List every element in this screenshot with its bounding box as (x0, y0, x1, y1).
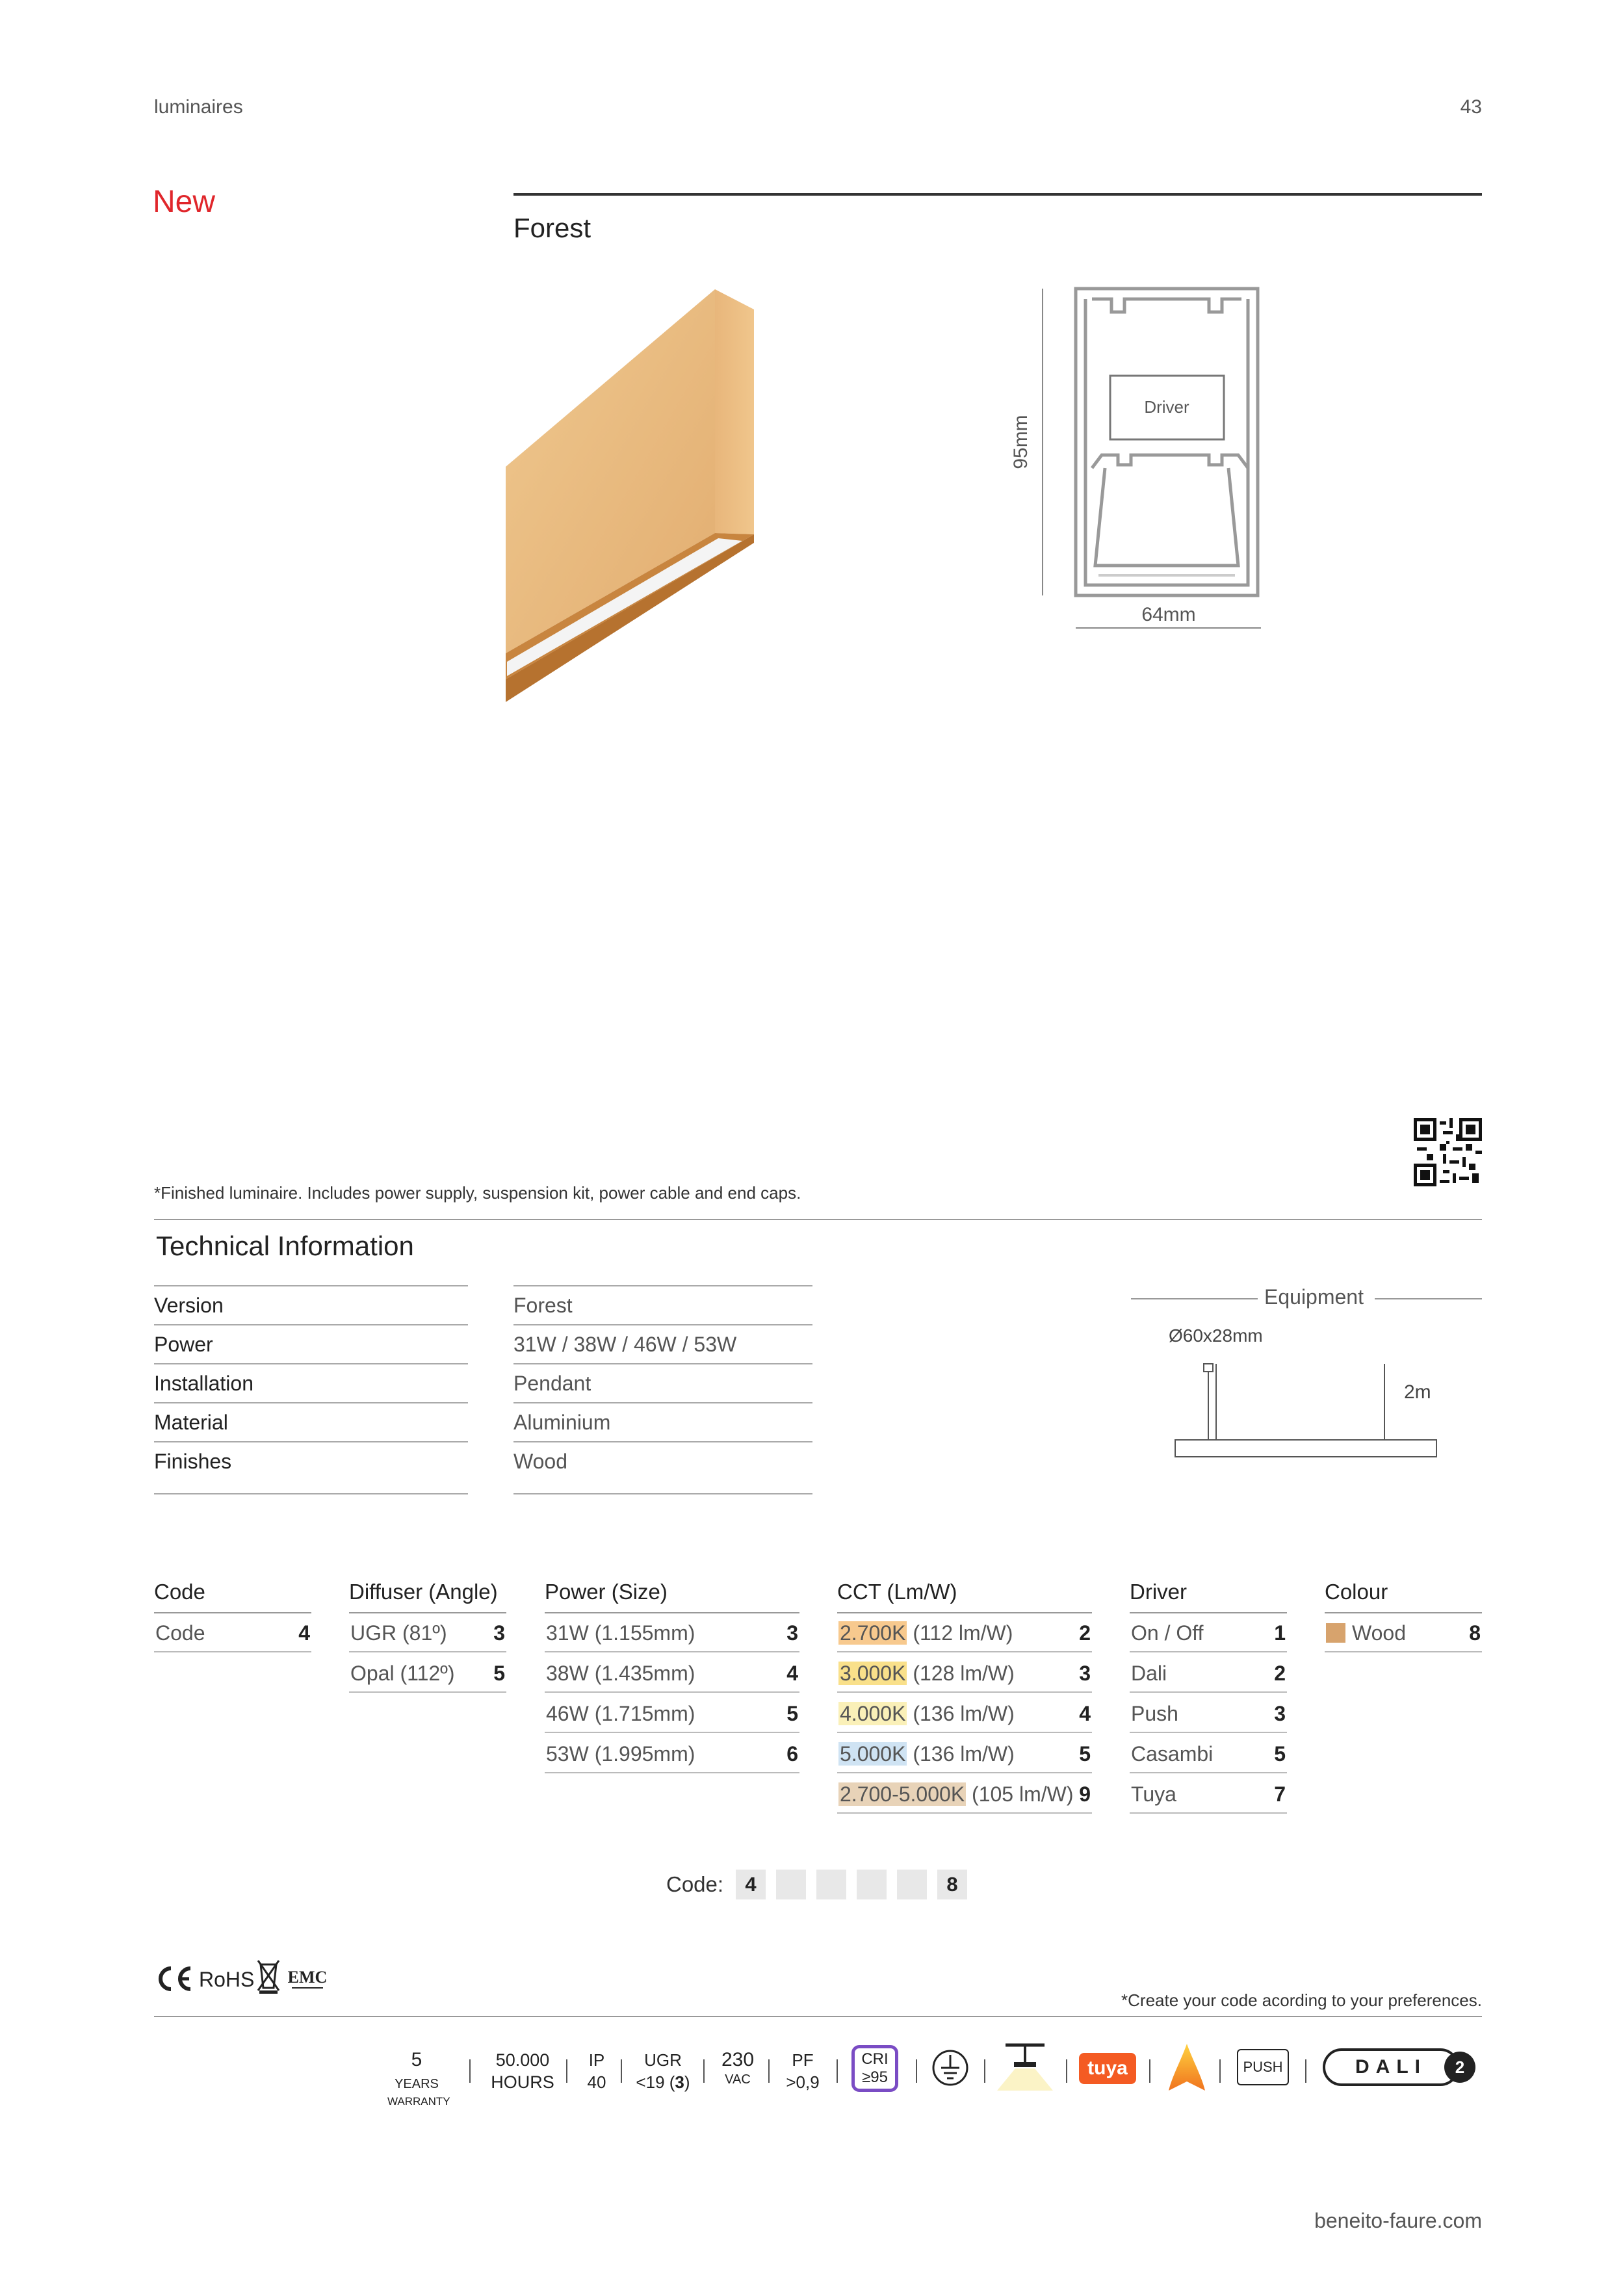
option-label: 31W (1.155mm) (546, 1621, 695, 1645)
pf-label: PF (792, 2050, 814, 2070)
code-header: Code (154, 1580, 205, 1604)
ugr-prefix: <19 ( (636, 2072, 675, 2092)
cri-label: CRI (861, 2050, 889, 2068)
option-label: Tuya (1131, 1782, 1176, 1806)
luminaire-end (715, 289, 754, 534)
code-slot-3[interactable] (816, 1870, 846, 1899)
cct-temperature: 2.700-5.000K (840, 1782, 965, 1806)
spec-value: 31W / 38W / 46W / 53W (513, 1324, 812, 1363)
option-label (838, 1775, 1074, 1814)
cct-header: CCT (Lm/W) (837, 1580, 957, 1604)
option-label (838, 1694, 1015, 1733)
ugr-label: UGR (644, 2050, 682, 2070)
technical-title: Technical Information (156, 1231, 414, 1261)
option-power[interactable] (545, 1613, 799, 1652)
diffuser-header: Diffuser (Angle) (349, 1580, 498, 1604)
feature-separator (1149, 2059, 1150, 2083)
section-divider (154, 1219, 1482, 1220)
cct-efficacy: (128 lm/W) (907, 1662, 1015, 1685)
create-code-note: *Create your code acording to your preferences. (1121, 1990, 1482, 2010)
cri-badge-icon (851, 2045, 898, 2092)
dali-version-icon: 2 (1444, 2052, 1475, 2083)
option-label: Dali (1131, 1662, 1167, 1685)
code-builder-label: Code: (666, 1872, 724, 1896)
colour-name: Wood (1352, 1621, 1407, 1645)
driver-label: Driver (1144, 397, 1189, 417)
cct-temperature: 5.000K (840, 1742, 906, 1766)
code-slot-4[interactable] (857, 1870, 887, 1899)
push-badge-icon: PUSH (1237, 2049, 1289, 2085)
option-cct[interactable] (837, 1775, 1092, 1814)
hours-badge (484, 2049, 562, 2093)
section-label: luminaires (154, 96, 243, 118)
code-slot-1[interactable]: 4 (736, 1870, 766, 1899)
spec-value: Wood (513, 1441, 812, 1480)
option-number: 9 (1079, 1782, 1091, 1806)
ip-label: IP (588, 2050, 605, 2070)
luminaire-outline (1175, 1440, 1436, 1457)
code-slot-5[interactable] (897, 1870, 927, 1899)
hours-value: 50.000 (495, 2050, 550, 2070)
option-number: 1 (1274, 1621, 1286, 1645)
spec-value: Forest (513, 1285, 812, 1324)
website-link[interactable]: beneito-faure.com (1314, 2209, 1482, 2232)
option-number: 7 (1274, 1782, 1286, 1806)
equipment-rule (1131, 1298, 1258, 1299)
equipment-title: Equipment (1264, 1285, 1364, 1309)
option-number: 6 (786, 1742, 798, 1766)
option-number: 3 (493, 1621, 505, 1645)
feature-separator (1219, 2059, 1221, 2083)
driver-header: Driver (1130, 1580, 1187, 1604)
option-cct[interactable] (837, 1654, 1092, 1693)
pf-value: >0,9 (786, 2072, 820, 2092)
spec-key: Material (154, 1402, 468, 1441)
option-cct[interactable] (837, 1613, 1092, 1652)
option-diffuser-ugr[interactable] (349, 1613, 506, 1652)
rohs-label: RoHS (199, 1968, 255, 1991)
spec-key: Power (154, 1324, 468, 1363)
option-diffuser-opal[interactable] (349, 1654, 506, 1693)
feature-separator (621, 2059, 622, 2083)
feature-separator (1066, 2059, 1067, 2083)
ugr-code: 3 (675, 2072, 684, 2092)
option-power[interactable] (545, 1694, 799, 1733)
ugr-suffix: ) (684, 2072, 690, 2092)
option-driver[interactable] (1130, 1654, 1287, 1693)
spec-key: Finishes (154, 1441, 468, 1480)
option-label: 46W (1.715mm) (546, 1702, 695, 1725)
voltage-value: 230 (721, 2049, 755, 2070)
option-label: 53W (1.995mm) (546, 1742, 695, 1766)
option-label: 38W (1.435mm) (546, 1662, 695, 1685)
wood-swatch (1326, 1623, 1345, 1643)
option-code[interactable] (154, 1613, 311, 1652)
option-cct[interactable] (837, 1734, 1092, 1773)
cct-temperature: 3.000K (840, 1662, 906, 1685)
spec-rule (154, 1493, 468, 1494)
option-driver[interactable] (1130, 1613, 1287, 1652)
finish-note: *Finished luminaire. Includes power supply, suspension kit, power cable and end caps. (154, 1183, 801, 1203)
option-label (838, 1613, 1013, 1652)
option-power[interactable] (545, 1654, 799, 1693)
feature-separator (916, 2059, 917, 2083)
option-label (1326, 1613, 1406, 1652)
pf-badge (777, 2049, 829, 2093)
cri-value: ≥95 (862, 2068, 888, 2086)
suspension-diagram (1163, 1352, 1443, 1469)
hours-label: HOURS (491, 2072, 554, 2092)
code-slot-2[interactable] (776, 1870, 806, 1899)
spec-key: Version (154, 1285, 468, 1324)
canopy-icon (1204, 1364, 1213, 1372)
ip-badge (577, 2049, 616, 2093)
option-number: 4 (1079, 1702, 1091, 1725)
option-number: 3 (1079, 1662, 1091, 1685)
cct-efficacy: (105 lm/W) (966, 1782, 1074, 1806)
option-number: 5 (493, 1662, 505, 1685)
voltage-badge (712, 2049, 764, 2088)
feature-separator (1305, 2059, 1306, 2083)
option-number: 5 (786, 1702, 798, 1725)
option-number: 3 (1274, 1702, 1286, 1725)
power-header: Power (Size) (545, 1580, 668, 1604)
colour-header: Colour (1325, 1580, 1388, 1604)
option-label (838, 1734, 1015, 1773)
feature-separator (703, 2059, 705, 2083)
dali-logo-icon: DALI (1323, 2048, 1459, 2086)
option-power[interactable] (545, 1734, 799, 1773)
ce-mark-icon (154, 1964, 194, 1993)
warranty-label: WARRANTY (387, 2095, 450, 2107)
option-number: 2 (1079, 1621, 1091, 1645)
ip-value: 40 (587, 2072, 606, 2092)
option-number: 4 (298, 1621, 310, 1645)
page-number: 43 (1460, 96, 1482, 118)
option-label: Code (155, 1621, 205, 1645)
option-label: Push (1131, 1702, 1178, 1725)
spec-key: Installation (154, 1363, 468, 1402)
feature-separator (768, 2059, 770, 2083)
feature-separator (984, 2059, 985, 2083)
spec-rule (513, 1493, 812, 1494)
product-title: Forest (513, 213, 591, 243)
new-badge: New (153, 185, 216, 219)
weee-bin-icon (255, 1958, 281, 1994)
cct-temperature: 2.700K (840, 1621, 906, 1645)
option-number: 3 (786, 1621, 798, 1645)
tuya-logo-icon: tuya (1079, 2053, 1136, 2084)
option-driver[interactable] (1130, 1775, 1287, 1814)
code-slot-6[interactable]: 8 (937, 1870, 967, 1899)
cct-efficacy: (112 lm/W) (907, 1621, 1013, 1645)
ugr-badge (627, 2049, 699, 2093)
option-number: 8 (1469, 1621, 1481, 1645)
option-label (838, 1654, 1015, 1693)
option-label: On / Off (1131, 1621, 1204, 1645)
cct-efficacy: (136 lm/W) (907, 1702, 1015, 1725)
option-number: 4 (786, 1662, 798, 1685)
cable-length: 2m (1404, 1381, 1431, 1403)
option-number: 5 (1274, 1742, 1286, 1766)
width-dimension: 64mm (1141, 604, 1196, 625)
spec-value: Aluminium (513, 1402, 812, 1441)
warranty-badge (387, 2049, 450, 2110)
feature-separator (837, 2059, 838, 2083)
equipment-rule (1375, 1298, 1482, 1299)
height-dimension: 95mm (1010, 415, 1032, 469)
cct-temperature: 4.000K (840, 1702, 906, 1725)
cct-efficacy: (136 lm/W) (907, 1742, 1015, 1766)
pendant-light-icon (996, 2042, 1054, 2092)
option-label: Opal (112º) (350, 1662, 455, 1685)
casambi-logo-icon (1167, 2042, 1206, 2092)
option-label: UGR (81º) (350, 1621, 447, 1645)
option-label: Casambi (1131, 1742, 1214, 1766)
emc-mark-icon (289, 1963, 326, 1992)
emc-text: EMC (287, 1968, 328, 1987)
warranty-unit: YEARS (395, 2077, 439, 2091)
option-number: 2 (1274, 1662, 1286, 1685)
voltage-unit: VAC (725, 2072, 751, 2087)
canopy-dimension: Ø60x28mm (1169, 1325, 1263, 1346)
qr-code[interactable] (1414, 1118, 1482, 1186)
warranty-years: 5 (411, 2049, 422, 2070)
spec-value: Pendant (513, 1363, 812, 1402)
option-driver[interactable] (1130, 1694, 1287, 1733)
product-image (500, 280, 864, 709)
option-number: 5 (1079, 1742, 1091, 1766)
feature-separator (566, 2059, 567, 2083)
title-rule (513, 193, 1482, 196)
option-cct[interactable] (837, 1694, 1092, 1733)
cross-section-diagram (1010, 280, 1287, 644)
option-colour[interactable] (1325, 1613, 1482, 1652)
option-driver[interactable] (1130, 1734, 1287, 1773)
ground-class-icon (931, 2048, 970, 2087)
feature-separator (469, 2059, 471, 2083)
footer-divider (154, 2016, 1482, 2017)
